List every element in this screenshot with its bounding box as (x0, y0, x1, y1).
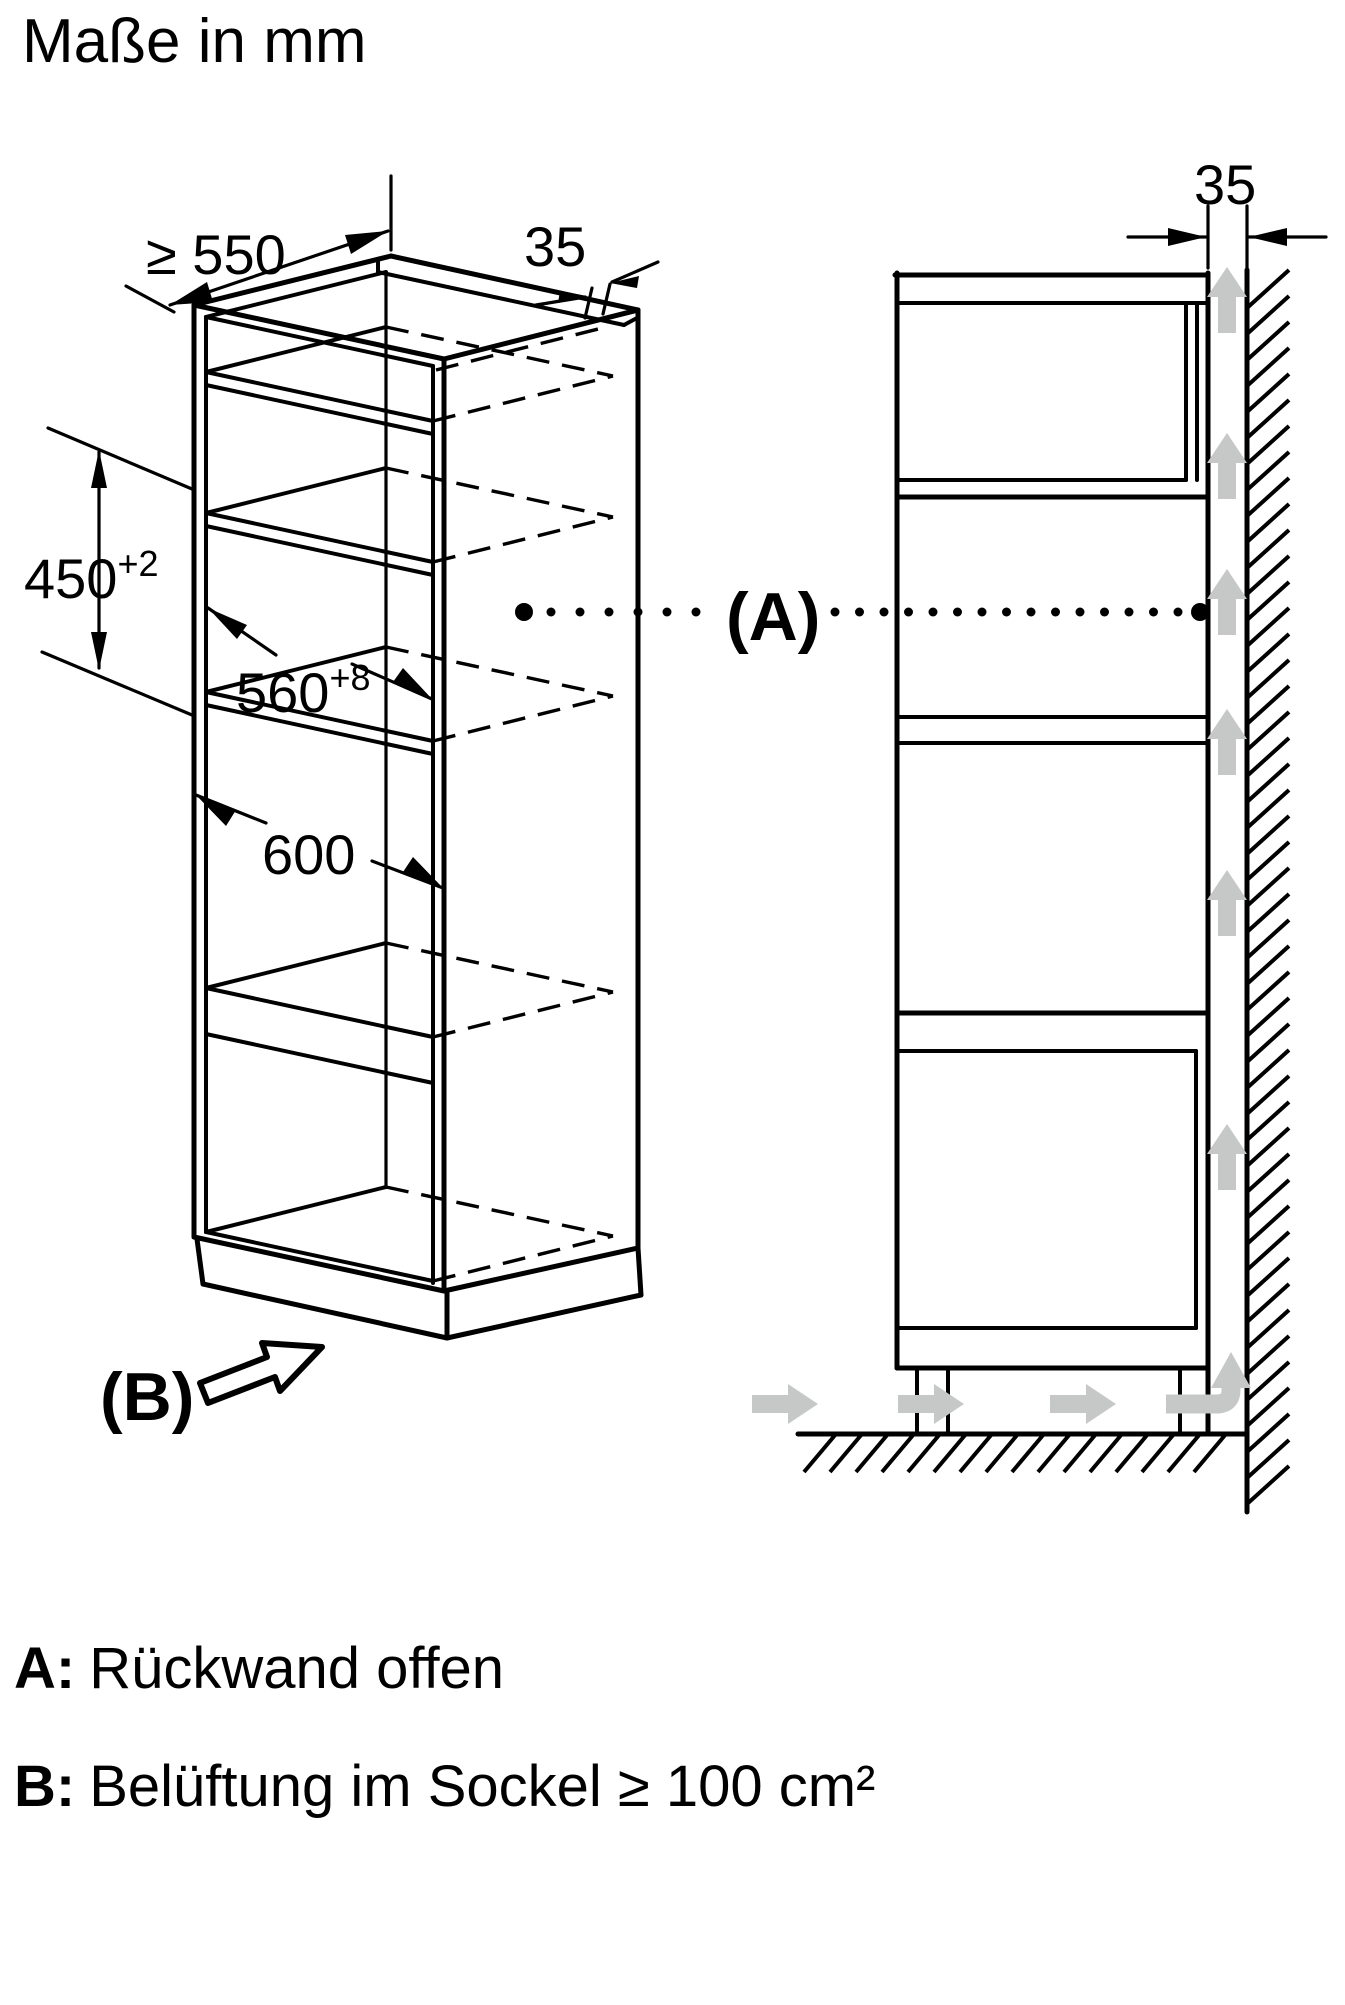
shelf-edge (206, 1034, 433, 1083)
arrowhead (345, 231, 388, 254)
hidden-edge (386, 943, 613, 992)
shelf-edge (206, 988, 433, 1037)
floor-hatch-stroke (1194, 1434, 1226, 1472)
dim-wall-gap-label: 35 (1194, 153, 1257, 216)
floor-hatch-stroke (908, 1434, 940, 1472)
dimension-inner-width (208, 608, 432, 724)
airflow-up-arrow-icon (1207, 433, 1247, 499)
side-cabinet-outline (895, 273, 1208, 1434)
floor-hatch-stroke (960, 1434, 992, 1472)
top-notch-tick (624, 318, 637, 325)
floor-hatch-stroke (1038, 1434, 1070, 1472)
ventilation-direction-arrow-icon (200, 1343, 322, 1403)
hidden-edge (436, 326, 610, 370)
extension-tick (585, 288, 592, 318)
hidden-edge (433, 376, 613, 421)
dimension-niche-height (24, 428, 192, 715)
label-b-group (100, 1343, 322, 1435)
dotted-line-dot (953, 608, 962, 617)
dotted-line-dot (1149, 608, 1158, 617)
dotted-line-dot (1174, 608, 1183, 617)
dimension-wall-gap (1128, 153, 1326, 268)
floor-hatch-stroke (934, 1434, 966, 1472)
floor-hatch-stroke (1168, 1434, 1200, 1472)
floor-hatch-stroke (1142, 1434, 1174, 1472)
airflow-right-arrow-icon (1050, 1384, 1116, 1424)
dimension-depth (126, 176, 391, 312)
arrowhead (1249, 228, 1287, 246)
shelf-edge (206, 385, 433, 434)
plinth-back-edge (638, 1248, 641, 1295)
label-b: (B) (100, 1359, 195, 1435)
legend (14, 1636, 875, 1819)
dotted-line-dot (855, 608, 864, 617)
floor-hatching (804, 1434, 1226, 1472)
floor-side-edge (206, 1187, 386, 1232)
airflow-arrows (752, 267, 1251, 1424)
dotted-line-dot (605, 608, 614, 617)
dotted-line-end-dot (1191, 603, 1209, 621)
airflow-up-arrow-icon (1207, 569, 1247, 635)
wall-hatching (1247, 270, 1289, 1504)
label-a-group (515, 579, 1209, 655)
arrowhead (91, 632, 107, 670)
airflow-right-arrow-icon (752, 1384, 818, 1424)
dim-outer-width-label: 600 (262, 823, 356, 886)
top-right-edge (444, 310, 638, 359)
dotted-line-dot (692, 608, 701, 617)
arrowhead (208, 608, 247, 639)
dotted-line-dot (1100, 608, 1109, 617)
dim-top-gap-label: 35 (524, 215, 587, 278)
dotted-line-dot (1076, 608, 1085, 617)
hidden-edge (433, 696, 613, 741)
dotted-line-dot (904, 608, 913, 617)
iso-cabinet-interior (206, 272, 613, 1281)
arrowhead (196, 795, 236, 826)
floor-hatch-stroke (856, 1434, 888, 1472)
extension-line (48, 428, 192, 489)
shelf-band-1 (206, 327, 433, 434)
iso-cabinet-view (24, 176, 658, 1435)
bottom-front-edge (194, 1237, 444, 1291)
hidden-edge (433, 992, 613, 1037)
legend-item-b: B: Belüftung im Sockel ≥ 100 cm² (14, 1754, 876, 1819)
hidden-edge (386, 468, 613, 517)
dotted-line-end-dot (515, 603, 533, 621)
dotted-line-dot (1051, 608, 1060, 617)
shelf-side-edge (206, 943, 386, 988)
legend-item-a: A: Rückwand offen (14, 1636, 505, 1701)
shelf-side-edge (206, 468, 386, 513)
floor-hatch-stroke (1012, 1434, 1044, 1472)
arrowhead (558, 291, 587, 303)
airflow-up-arrow-icon (1207, 1124, 1247, 1190)
floor-hatch-stroke (1116, 1434, 1148, 1472)
dotted-line-dot (1125, 608, 1134, 617)
shelf-band-2 (206, 468, 433, 575)
reference-dotted-line (515, 603, 1209, 621)
hidden-edge (386, 1187, 613, 1236)
dimension-top-gap (524, 215, 658, 318)
floor-hatch-stroke (830, 1434, 862, 1472)
extension-line (126, 286, 174, 312)
shelf-edge (206, 513, 433, 562)
plinth-front-edge (203, 1284, 447, 1338)
dim-inner-width-label: 560+8 (236, 657, 371, 724)
dotted-line-dot (880, 608, 889, 617)
dotted-line-dot (929, 608, 938, 617)
airflow-up-arrow-icon (1207, 267, 1247, 333)
cabinet-floor (206, 1187, 433, 1281)
dotted-line-dot (663, 608, 672, 617)
dotted-line-dot (634, 608, 643, 617)
dotted-line-dot (1002, 608, 1011, 617)
plinth-left-edge (197, 1239, 203, 1284)
airflow-right-arrow-icon (898, 1384, 964, 1424)
floor-hatch-stroke (804, 1434, 836, 1472)
middle-shelf (897, 717, 1208, 743)
floor-hatch-stroke (986, 1434, 1018, 1472)
inner-top-front-edge (206, 317, 433, 366)
label-a: (A) (726, 579, 821, 655)
floor-hatch-stroke (882, 1434, 914, 1472)
arrowhead (393, 668, 432, 699)
airflow-up-arrow-icon (1207, 709, 1247, 775)
dotted-line-dot (978, 608, 987, 617)
dim-height-label: 450+2 (24, 543, 159, 610)
plinth-right-edge (447, 1295, 641, 1338)
dim-depth-label: ≥ 550 (146, 223, 286, 286)
arrowhead (91, 450, 107, 488)
dotted-line-dot (1027, 608, 1036, 617)
extension-line (42, 652, 192, 715)
page-title: Maße in mm (22, 7, 367, 76)
arrowhead (1168, 228, 1206, 246)
shelf-edge (206, 526, 433, 575)
shelf-edge (206, 372, 433, 421)
dimension-outer-width (196, 795, 443, 888)
floor-front-edge (206, 1232, 433, 1281)
shelf-band-4 (206, 943, 433, 1083)
floor-hatch-stroke (1090, 1434, 1122, 1472)
airflow-up-arrow-icon (1207, 870, 1247, 936)
dotted-line-dot (576, 608, 585, 617)
dotted-line-dot (831, 608, 840, 617)
arrowhead (403, 857, 443, 888)
airflow-corner-arrow-icon (1166, 1386, 1231, 1404)
hidden-back-edges (386, 326, 613, 1281)
floor-hatch-stroke (1064, 1434, 1096, 1472)
extension-tick (603, 284, 610, 314)
hidden-edge (433, 517, 613, 562)
dotted-line-dot (547, 608, 556, 617)
